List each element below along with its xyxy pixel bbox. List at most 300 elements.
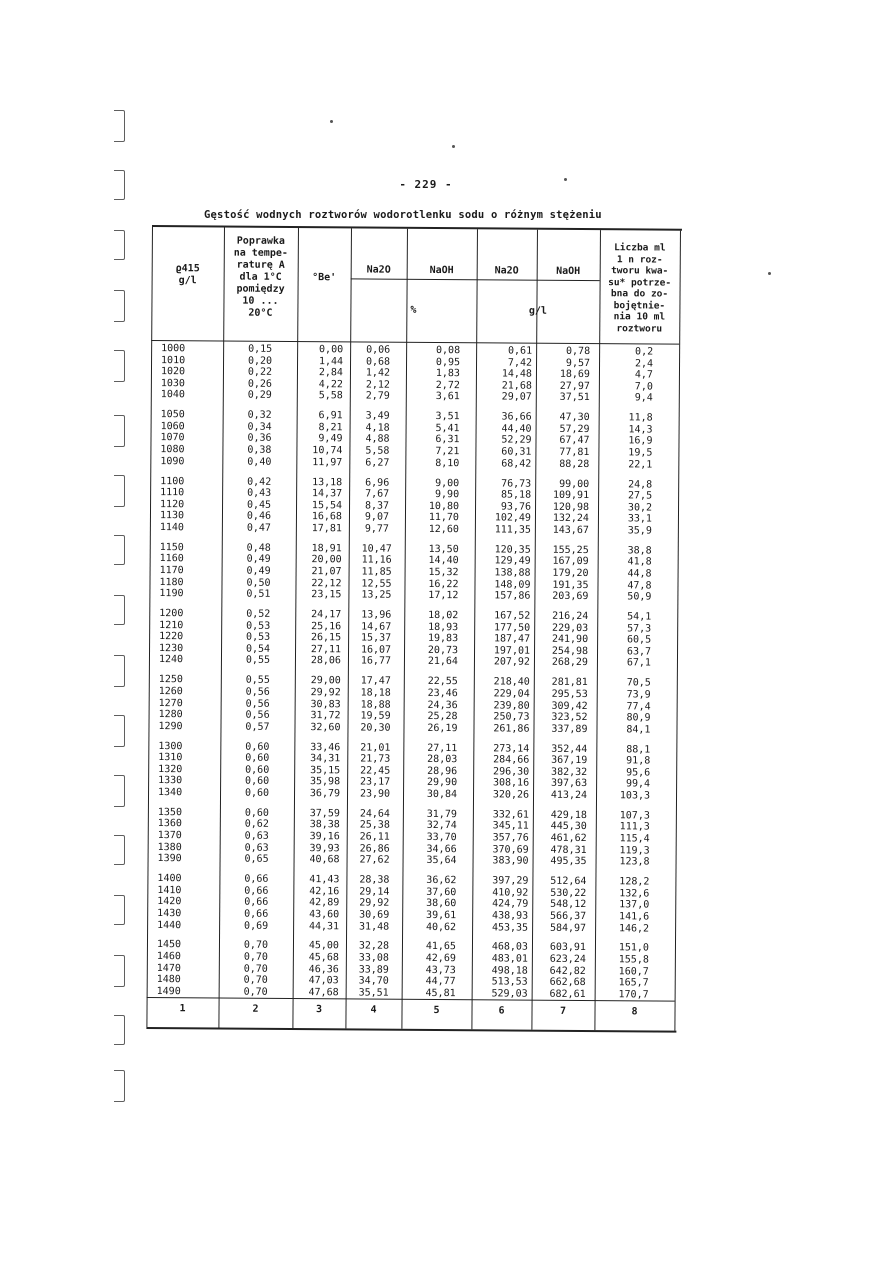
na2o-percent-value: 27,62 — [359, 854, 390, 866]
na2o-gl-value: 129,49 — [494, 555, 531, 568]
naoh-percent-value: 5,41 — [435, 422, 460, 435]
density-value: 1040 — [160, 389, 185, 401]
na2o-gl-value: 296,30 — [493, 766, 530, 778]
density-value: 1310 — [158, 752, 183, 764]
row-group — [600, 479, 652, 537]
naoh-percent-value: 0,95 — [435, 356, 461, 368]
acid-volume-value: 119,3 — [619, 844, 650, 857]
naoh-percent-value: 41,65 — [425, 941, 457, 953]
column-baume — [295, 344, 344, 1007]
na2o-gl-value: 93,76 — [500, 501, 532, 513]
na2o-percent-value: 31,48 — [359, 920, 390, 933]
row-group — [598, 677, 650, 735]
baume-value: 39,93 — [309, 842, 340, 854]
header-gl-unit: g/l — [528, 305, 547, 317]
na2o-gl-value: 68,42 — [501, 458, 532, 470]
row-group — [352, 344, 404, 402]
acid-volume-value: 33,1 — [627, 513, 652, 525]
baume-value: 0,00 — [319, 344, 344, 356]
na2o-percent-value: 26,86 — [359, 843, 390, 855]
na2o-gl-value: 261,86 — [493, 723, 530, 735]
correction-value: 0,70 — [243, 974, 268, 986]
density-value: 1340 — [157, 787, 183, 799]
naoh-gl-value: 254,98 — [551, 645, 589, 657]
baume-value: 38,38 — [309, 819, 340, 831]
na2o-percent-value: 32,28 — [358, 940, 390, 953]
correction-value: 0,60 — [244, 787, 270, 799]
naoh-gl-value: 548,12 — [550, 899, 587, 911]
density-value: 1480 — [156, 974, 181, 986]
na2o-gl-value: 44,40 — [501, 423, 532, 435]
naoh-percent-value: 10,80 — [428, 500, 460, 512]
row-group — [477, 478, 531, 536]
correction-value: 0,26 — [247, 378, 272, 390]
correction-value: 0,60 — [245, 776, 270, 788]
na2o-gl-value: 345,11 — [492, 820, 529, 833]
density-value: 1240 — [158, 654, 184, 666]
column-number: 3 — [315, 1004, 323, 1016]
density-value: 1250 — [158, 674, 183, 686]
row-group — [349, 676, 401, 734]
correction-value: 0,49 — [246, 554, 271, 566]
row-group — [349, 742, 401, 800]
row-group — [534, 942, 586, 1000]
na2o-gl-value: 410,92 — [492, 887, 529, 899]
na2o-percent-value: 10,47 — [361, 543, 392, 555]
naoh-gl-value: 530,22 — [550, 887, 587, 899]
naoh-gl-value: 337,89 — [551, 723, 588, 735]
na2o-percent-value: 5,58 — [365, 445, 390, 457]
correction-value: 0,70 — [243, 986, 268, 998]
baume-value: 10,74 — [312, 445, 343, 457]
baume-value: 14,37 — [311, 488, 343, 500]
column-number: 6 — [498, 1005, 505, 1017]
naoh-percent-value: 33,70 — [426, 831, 457, 844]
baume-value: 8,21 — [318, 422, 343, 434]
naoh-gl-value: 67,47 — [559, 435, 590, 447]
na2o-gl-value: 438,93 — [492, 910, 529, 922]
row-group — [349, 808, 401, 866]
row-group — [407, 477, 459, 535]
row-group — [475, 677, 529, 735]
density-value: 1360 — [157, 818, 182, 830]
naoh-gl-value: 99,00 — [559, 478, 590, 490]
density-value: 1320 — [158, 763, 183, 776]
acid-volume-value: 11,8 — [628, 412, 653, 424]
header-temperature-correction: Poprawka na tempe- raturę A dla 1°C pomiędzy 10 ... 20°C — [233, 235, 288, 319]
naoh-gl-value: 461,62 — [550, 832, 587, 845]
correction-value: 0,47 — [246, 522, 271, 534]
naoh-gl-value: 281,81 — [551, 677, 588, 689]
naoh-gl-value: 167,09 — [552, 556, 589, 568]
correction-value: 0,66 — [244, 873, 269, 885]
naoh-percent-value: 35,64 — [426, 855, 457, 867]
acid-volume-value: 63,7 — [626, 646, 652, 658]
row-group — [598, 744, 650, 802]
density-value: 1050 — [160, 409, 185, 421]
naoh-percent-value: 0,08 — [435, 344, 461, 357]
na2o-percent-value: 14,67 — [361, 621, 392, 633]
naoh-percent-value: 7,21 — [435, 446, 460, 458]
naoh-gl-value: 642,82 — [549, 965, 586, 977]
header-naoh-percent: NaOH — [429, 264, 454, 277]
acid-volume-value: 44,8 — [627, 568, 652, 580]
correction-value: 0,48 — [246, 542, 271, 554]
acid-volume-value: 103,3 — [619, 790, 651, 802]
correction-value: 0,55 — [245, 655, 271, 667]
correction-value: 0,50 — [246, 577, 271, 589]
na2o-percent-value: 17,47 — [360, 675, 391, 688]
baume-value: 2,84 — [318, 367, 344, 379]
density-value: 1070 — [160, 432, 185, 444]
na2o-percent-value: 33,08 — [358, 952, 389, 964]
row-group — [351, 411, 403, 469]
baume-value: 27,11 — [310, 643, 342, 656]
acid-volume-value: 84,1 — [626, 724, 651, 736]
row-group — [226, 476, 292, 534]
table-title: Gęstość wodnych roztworów wodorotlenku sodu o różnym stężeniu — [204, 209, 602, 221]
naoh-percent-value: 42,69 — [425, 952, 456, 965]
baume-value: 33,46 — [310, 741, 341, 753]
correction-value: 0,56 — [245, 698, 270, 710]
acid-volume-value: 77,4 — [626, 700, 651, 713]
acid-volume-value: 14,3 — [628, 424, 653, 436]
correction-value: 0,70 — [243, 963, 268, 975]
na2o-percent-value: 8,37 — [364, 500, 390, 512]
na2o-gl-value: 332,61 — [492, 809, 529, 821]
naoh-gl-value: 120,98 — [552, 501, 590, 513]
acid-volume-value: 35,9 — [627, 525, 652, 537]
na2o-percent-value: 26,11 — [359, 831, 390, 843]
row-group — [225, 542, 291, 600]
na2o-gl-value: 320,26 — [492, 789, 530, 801]
density-value: 1000 — [161, 343, 186, 355]
row-group — [405, 809, 457, 867]
baume-value: 46,36 — [308, 963, 339, 975]
correction-value: 0,54 — [245, 643, 271, 655]
naoh-gl-value: 77,81 — [559, 446, 590, 459]
correction-value: 0,45 — [246, 499, 272, 511]
acid-volume-value: 170,7 — [618, 989, 649, 1001]
density-value: 1370 — [157, 830, 182, 842]
correction-value: 0,63 — [244, 830, 269, 842]
naoh-gl-value: 109,91 — [552, 489, 590, 502]
density-value: 1430 — [157, 907, 182, 920]
row-group — [598, 810, 650, 868]
baume-value: 22,12 — [311, 577, 342, 589]
baume-value: 42,16 — [309, 885, 340, 898]
naoh-percent-value: 38,60 — [426, 898, 457, 910]
column-number: 2 — [252, 1003, 259, 1015]
naoh-percent-value: 14,40 — [428, 555, 459, 567]
na2o-gl-value: 14,48 — [501, 368, 533, 380]
na2o-gl-value: 85,18 — [500, 489, 532, 501]
row-group — [537, 412, 589, 470]
na2o-gl-value: 483,01 — [491, 953, 528, 965]
naoh-gl-value: 295,53 — [551, 688, 588, 700]
acid-volume-value: 7,0 — [634, 381, 653, 393]
density-value: 1220 — [159, 631, 184, 643]
row-group — [227, 344, 293, 402]
naoh-percent-value: 45,81 — [425, 987, 456, 999]
baume-value: 17,81 — [311, 523, 342, 535]
density-value: 1120 — [160, 498, 185, 510]
row-group — [535, 810, 587, 868]
correction-value: 0,40 — [247, 456, 272, 468]
density-value: 1230 — [159, 642, 184, 655]
naoh-percent-value: 44,77 — [425, 976, 456, 988]
naoh-gl-value: 18,69 — [559, 369, 591, 381]
baume-value: 40,68 — [309, 854, 340, 866]
row-group — [223, 874, 289, 932]
header-density: ϱ415 g/l — [175, 263, 200, 287]
column-number: 1 — [179, 1003, 186, 1015]
acid-volume-value: 30,2 — [627, 502, 653, 514]
acid-volume-value: 54,1 — [627, 611, 652, 623]
row-group — [475, 809, 529, 867]
correction-value: 0,38 — [247, 444, 272, 456]
naoh-percent-value: 32,74 — [426, 820, 457, 832]
acid-volume-value: 70,5 — [626, 677, 651, 689]
baume-value: 32,60 — [310, 721, 341, 734]
naoh-gl-value: 241,90 — [551, 634, 589, 646]
na2o-gl-value: 229,04 — [493, 688, 530, 700]
na2o-percent-value: 4,88 — [365, 433, 390, 446]
row-group — [404, 875, 456, 933]
na2o-percent-value: 9,77 — [364, 523, 389, 535]
na2o-percent-value: 12,55 — [361, 578, 392, 590]
baume-value: 29,00 — [310, 675, 341, 687]
acid-volume-value: 115,4 — [619, 833, 650, 845]
naoh-gl-value: 512,64 — [550, 875, 587, 888]
correction-value: 0,29 — [247, 390, 272, 402]
na2o-percent-value: 4,18 — [365, 422, 390, 434]
na2o-gl-value: 36,66 — [501, 411, 532, 423]
naoh-gl-value: 478,31 — [550, 844, 587, 856]
density-value: 1020 — [160, 366, 186, 378]
baume-value: 28,06 — [310, 655, 341, 667]
header-na2o-percent: Na2O — [366, 264, 391, 276]
naoh-gl-value: 566,37 — [550, 910, 587, 922]
density-value: 1330 — [158, 775, 183, 787]
correction-value: 0,43 — [247, 487, 272, 499]
row-group — [296, 742, 340, 800]
correction-value: 0,22 — [247, 366, 273, 379]
row-group — [159, 542, 217, 600]
density-value: 1270 — [158, 697, 183, 709]
na2o-percent-value: 35,51 — [358, 987, 389, 999]
na2o-gl-value: 250,73 — [493, 711, 530, 723]
na2o-gl-value: 498,18 — [491, 964, 528, 977]
acid-volume-value: 67,1 — [626, 657, 651, 669]
acid-volume-value: 0,2 — [635, 346, 654, 358]
baume-value: 34,31 — [310, 753, 341, 765]
na2o-percent-value: 30,69 — [359, 909, 390, 921]
naoh-gl-value: 445,30 — [550, 821, 587, 833]
na2o-gl-value: 513,53 — [491, 976, 528, 988]
na2o-percent-value: 11,16 — [361, 554, 392, 567]
acid-volume-value: 57,3 — [627, 622, 652, 635]
acid-volume-value: 128,2 — [619, 876, 650, 888]
naoh-gl-value: 413,24 — [550, 789, 588, 802]
row-group — [406, 610, 458, 668]
na2o-gl-value: 453,35 — [491, 921, 529, 934]
correction-value: 0,70 — [243, 940, 269, 952]
row-group — [534, 876, 586, 934]
density-value: 1440 — [157, 919, 182, 931]
naoh-percent-value: 11,70 — [428, 512, 460, 524]
header-naoh-gl: NaOH — [556, 265, 581, 277]
density-value: 1210 — [159, 619, 184, 631]
acid-volume-value: 107,3 — [619, 810, 650, 822]
correction-value: 0,60 — [244, 807, 269, 819]
na2o-percent-value: 3,49 — [365, 410, 390, 422]
na2o-gl-value: 167,52 — [494, 610, 531, 622]
row-group — [351, 477, 403, 535]
row-group — [405, 676, 457, 734]
row-group — [538, 346, 590, 404]
row-group — [348, 941, 400, 999]
column-density — [157, 343, 220, 1006]
row-group — [404, 941, 456, 999]
row-group — [160, 409, 218, 467]
density-value: 1200 — [159, 608, 184, 620]
na2o-percent-value: 15,37 — [361, 632, 392, 644]
na2o-gl-value: 111,35 — [494, 524, 531, 536]
row-group — [407, 411, 459, 469]
acid-volume-value: 146,2 — [618, 922, 650, 934]
acid-volume-value: 60,5 — [626, 634, 652, 646]
baume-value: 31,72 — [310, 710, 341, 722]
row-group — [535, 743, 587, 801]
density-value: 1180 — [159, 576, 184, 588]
density-value: 1190 — [159, 588, 184, 600]
naoh-percent-value: 36,62 — [426, 875, 457, 887]
baume-value: 29,92 — [310, 687, 341, 699]
na2o-gl-value: 102,49 — [494, 512, 531, 524]
density-value: 1400 — [157, 873, 182, 885]
acid-volume-value: 27,5 — [627, 490, 653, 502]
na2o-gl-value: 157,86 — [494, 590, 531, 602]
na2o-gl-value: 138,88 — [494, 567, 531, 579]
na2o-gl-value: 148,09 — [494, 578, 531, 591]
column-na2o-gl — [474, 345, 533, 1008]
density-value: 1150 — [159, 541, 184, 554]
acid-volume-value: 88,1 — [626, 743, 651, 756]
page-number: - 229 - — [399, 178, 453, 191]
baume-value: 44,31 — [308, 920, 340, 932]
row-group — [225, 609, 291, 667]
row-group — [223, 940, 289, 998]
naoh-gl-value: 382,32 — [551, 766, 588, 778]
naoh-percent-value: 20,73 — [427, 644, 459, 656]
na2o-percent-value: 19,59 — [360, 710, 391, 722]
na2o-gl-value: 383,90 — [492, 855, 529, 867]
na2o-percent-value: 6,27 — [365, 457, 390, 469]
naoh-percent-value: 17,12 — [428, 590, 459, 602]
row-group — [597, 876, 649, 934]
acid-volume-value: 137,0 — [619, 899, 650, 911]
acid-volume-value: 151,0 — [618, 942, 650, 954]
na2o-percent-value: 21,73 — [360, 753, 391, 765]
row-group — [224, 741, 290, 799]
row-group — [158, 674, 216, 732]
baume-value: 5,58 — [318, 390, 343, 402]
correction-value: 0,53 — [246, 631, 271, 644]
column-na2o-percent — [348, 344, 405, 1007]
naoh-percent-value: 43,73 — [425, 964, 456, 976]
naoh-percent-value: 28,03 — [427, 754, 458, 766]
na2o-gl-value: 397,29 — [492, 875, 529, 887]
baume-value: 35,98 — [309, 776, 341, 788]
naoh-gl-value: 88,28 — [559, 458, 590, 470]
na2o-gl-value: 120,35 — [494, 544, 531, 556]
density-value: 1030 — [160, 377, 186, 390]
density-value: 1010 — [161, 354, 186, 366]
naoh-percent-value: 25,28 — [427, 711, 458, 723]
naoh-gl-value: 323,52 — [551, 711, 588, 724]
naoh-percent-value: 8,10 — [435, 457, 460, 469]
acid-volume-value: 132,6 — [619, 887, 650, 900]
na2o-percent-value: 2,12 — [365, 379, 390, 391]
na2o-percent-value: 13,25 — [361, 589, 392, 601]
row-group — [600, 412, 652, 470]
density-value: 1290 — [158, 720, 183, 732]
acid-volume-value: 9,4 — [634, 392, 653, 404]
baume-value: 37,59 — [309, 807, 340, 820]
na2o-gl-value: 273,14 — [493, 742, 530, 755]
naoh-gl-value: 203,69 — [552, 590, 589, 603]
row-group — [474, 875, 528, 933]
naoh-percent-value: 40,62 — [425, 921, 457, 933]
naoh-gl-value: 155,25 — [552, 544, 589, 556]
column-acid-volume — [597, 346, 654, 1009]
correction-value: 0,52 — [246, 608, 271, 620]
naoh-gl-value: 229,03 — [552, 622, 589, 634]
naoh-gl-value: 27,97 — [559, 380, 590, 392]
acid-volume-value: 155,8 — [618, 954, 649, 966]
na2o-percent-value: 18,18 — [360, 687, 391, 699]
density-value: 1280 — [158, 709, 183, 721]
correction-value: 0,53 — [246, 620, 271, 632]
naoh-percent-value: 26,19 — [427, 722, 458, 734]
correction-value: 0,65 — [244, 853, 269, 866]
naoh-percent-value: 34,66 — [426, 843, 457, 855]
acid-volume-value: 50,9 — [627, 591, 652, 603]
density-value: 1350 — [157, 806, 183, 819]
na2o-percent-value: 16,07 — [360, 644, 392, 656]
na2o-gl-value: 357,76 — [492, 832, 529, 844]
row-group — [226, 410, 292, 468]
row-group — [298, 477, 342, 535]
density-value: 1160 — [159, 553, 184, 565]
na2o-gl-value: 76,73 — [501, 477, 532, 490]
correction-value: 0,20 — [247, 355, 273, 367]
row-group — [408, 345, 460, 403]
correction-value: 0,60 — [245, 752, 270, 765]
row-group — [599, 545, 651, 603]
baume-value: 4,22 — [318, 378, 343, 391]
na2o-percent-value: 20,30 — [360, 722, 391, 734]
density-value: 1260 — [158, 685, 183, 698]
correction-value: 0,15 — [248, 343, 273, 355]
row-group — [298, 410, 342, 468]
na2o-gl-value: 207,92 — [493, 656, 530, 669]
density-value: 1470 — [156, 962, 181, 974]
na2o-percent-value: 0,06 — [366, 344, 391, 356]
column-naoh-gl — [534, 346, 591, 1009]
row-group — [158, 741, 216, 799]
